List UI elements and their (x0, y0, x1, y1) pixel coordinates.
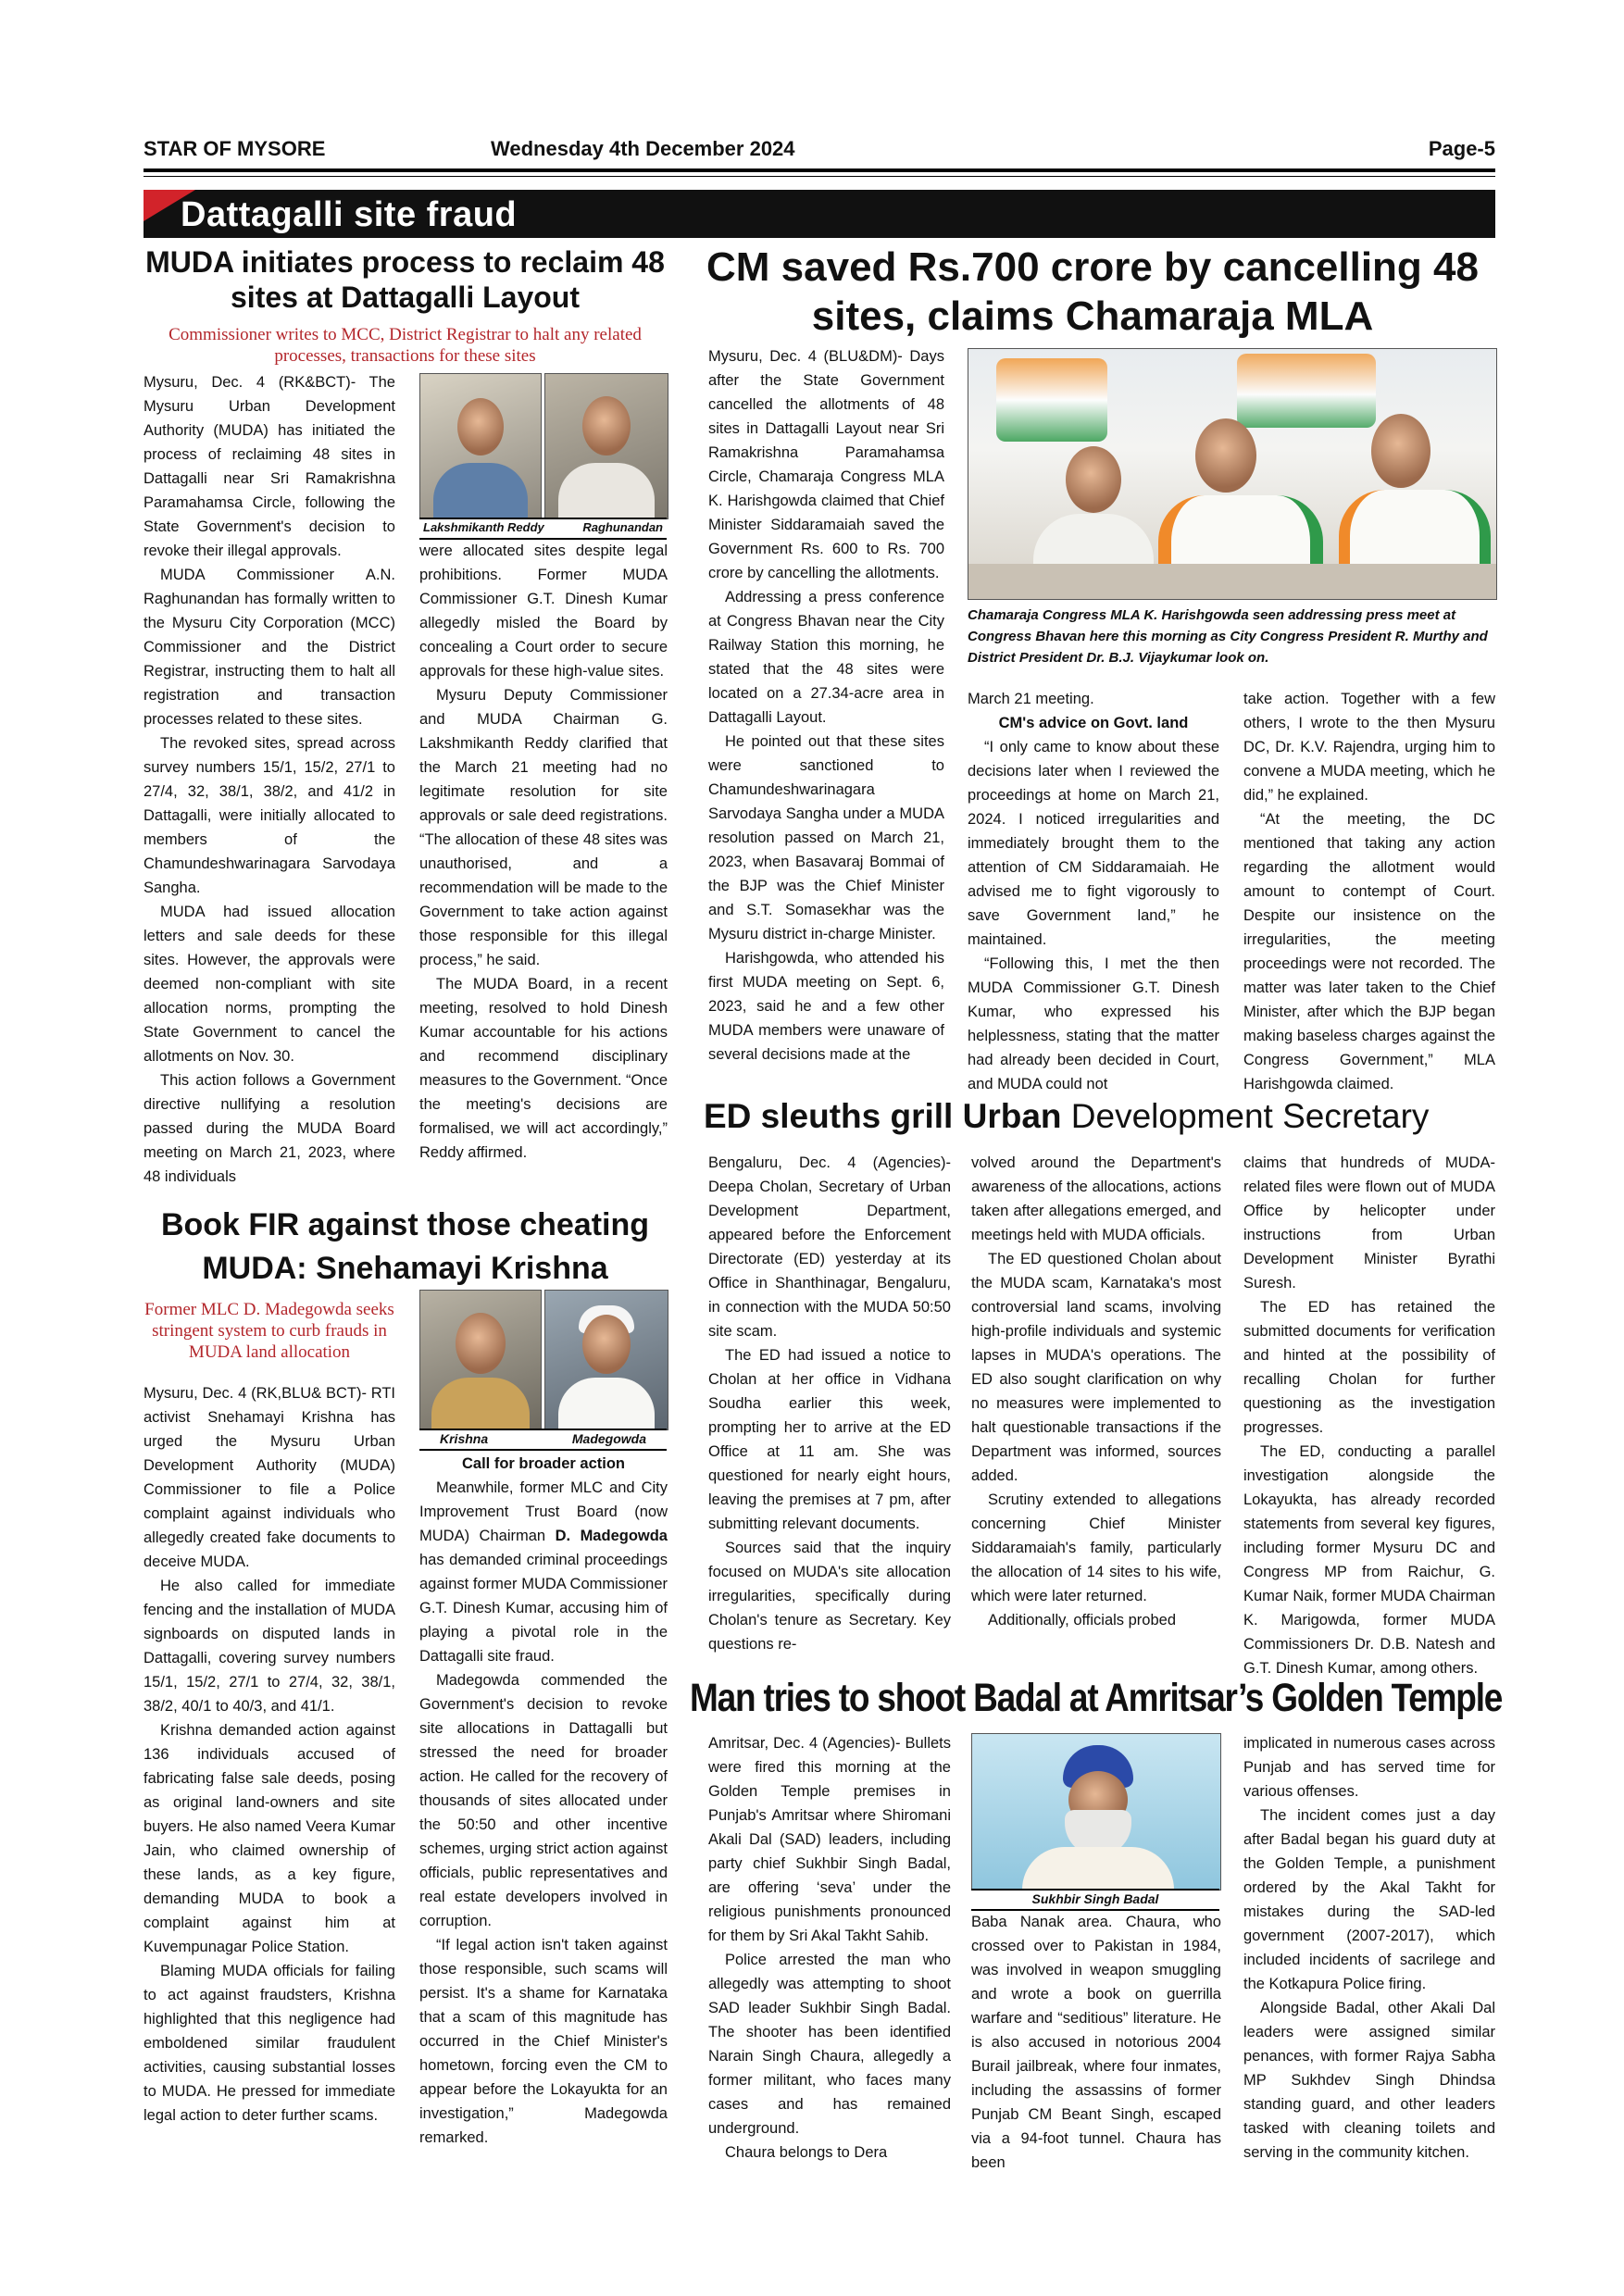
a2-c1-p3: He pointed out that these sites were sanctioned to Chamundeshwarinagara Sarvodaya Sangha under a MUDA resolution passed on March 21, 2023, when Basavaraj Bommai of the BJP was the Chief Minister and S.T. Somasekhar was the Mysuru district in-charge Minister. (708, 733, 944, 942)
a5-c1-p3: Chaura belongs to Dera (725, 2144, 888, 2161)
a5-c2-p1: Baba Nanak area. Chaura, who crossed over to Pakistan in 1984, was involved in weapon smuggling and wrote a book on guerrilla warfare and “seditious” literature. He is also accused in notorious 2004 Burail jailbreak, where four inmates, including the assassins of former Punjab CM Beant Singh, escaped via a 94-foot tunnel. Chaura has been (971, 1914, 1221, 2171)
a1-photo-lakshmikanth (419, 373, 542, 519)
a1-photo-caption (419, 518, 667, 540)
a5-column-2 (971, 1910, 1221, 2197)
a2-c3-p1: take action. Together with a few others, I wrote to the then Mysuru DC, Dr. K.V. Rajendra, urging him to convene a MUDA meeting, which he did,” he explained. (1243, 691, 1495, 804)
a2-c3-p2: “At the meeting, the DC mentioned that taking any action regarding the allotment would amount to contempt of Court. Despite our insistence on the irregularities, the meeting proceedings were not recorded. The matter was later taken to the Chief Minister, after which the BJP began making baseless charges against the Congress Government,” MLA Harishgowda claimed. (1243, 811, 1495, 1092)
a4-c2-lead: Meanwhile, former MLC and City Improvement Trust Board (now MUDA) Chairman (419, 1479, 668, 1544)
masthead (144, 137, 1495, 167)
a4-c1-p4: Blaming MUDA officials for failing to act against fraudsters, Krishna highlighted that this negligence had emboldened similar fraudulent activities, causing substantial losses to MUDA. He pressed for immediate legal action to deter further scams. (144, 1963, 395, 2124)
a3-headline-bold: ED sleuths grill Urban (704, 1097, 1062, 1135)
a3-c3-p2: The ED has retained the submitted documents for verification and hinted at the possibility of recalling Cholan for further questioning as the investigation progresses. (1243, 1299, 1495, 1436)
a1-c2-p3: The MUDA Board, in a recent meeting, resolved to hold Dinesh Kumar accountable for his actions and recommend disciplinary measures to the Government. “Once the meeting's decisions are formalised, we will act accordingly,” Reddy affirmed. (419, 976, 668, 1161)
a1-c2-p2: Mysuru Deputy Commissioner and MUDA Chairman G. Lakshmikanth Reddy clarified that the March 21 meeting had no legitimate resolution for site approvals or sale deed registrations. “The allocation of these 48 sites was unauthorised, and a recommendation will be made to the Government to take action against those responsible for this illegal process,” he said. (419, 687, 668, 968)
a2-c2-p2: “I only came to know about these decisions later when I reviewed the proceedings at home on March 21, 2024. I noticed irregularities and immediately brought them to the attention of CM Siddaramaiah. He advised me to fight vigorously to save Government land,” he maintained. (968, 739, 1219, 948)
a3-c3-p3: The ED, conducting a parallel investigation alongside the Lokayukta, has already recorded statements from several key figures, including former Mysuru DC and Congress MP from Raichur, G. Kumar Naik, former MUDA Chairman K. Marigowda, former MUDA Commissioners Dr. D.B. Natesh and G.T. Dinesh Kumar, among others. (1243, 1443, 1495, 1677)
a1-kicker: Commissioner writes to MCC, District Registrar to halt any related processes, transactions for these sites (169, 325, 642, 367)
a5-photo-badal (971, 1733, 1221, 1890)
a4-column-2 (419, 1452, 668, 2192)
a1-c1-p3: The revoked sites, spread across survey numbers 15/1, 15/2, 27/1 to 27/4, 32, 38/1, 38/2, and 41/2 in Dattagalli, were initially allocated to members of the Chamundeshwarinagara Sarvodaya Sangha. (144, 735, 395, 896)
a3-c2-p2: The ED questioned Cholan about the MUDA scam, Karnataka's most controversial land scams, involving high-profile individuals and systemic lapses in MUDA's operations. The ED also sought clarification on why no measures were implemented to halt questionable transactions if the Department was informed, sources added. (971, 1251, 1221, 1484)
a3-c2-p4: Additionally, officials probed (988, 1612, 1177, 1628)
a2-column-3 (1243, 687, 1495, 1094)
a4-column-1 (144, 1381, 395, 2191)
a4-photo-caption (419, 1429, 667, 1451)
a2-subhead: CM's advice on Govt. land (998, 715, 1189, 731)
a4-c2-lead-name: D. Madegowda (555, 1528, 668, 1544)
a4-photo-krishna (419, 1290, 542, 1430)
a4-photo-block (419, 1290, 668, 1449)
a3-c1-p1: Bengaluru, Dec. 4 (Agencies)- Deepa Cholan, Secretary of Urban Development Department, appeared before the Enforcement Directorate (ED) yesterday at its Office in Shanthinagar, Bengaluru, in connection with the MUDA 50:50 site scam. (708, 1154, 951, 1340)
a1-caption-2: Raghunandan (582, 520, 663, 534)
a5-column-3 (1243, 1731, 1495, 2194)
a5-photo-caption: Sukhbir Singh Badal (971, 1889, 1219, 1911)
masthead-rule (144, 168, 1495, 172)
a3-c1-p2: The ED had issued a notice to Cholan at her office in Vidhana Soudha earlier this week, prompting her to arrive at the ED Office at 11 am. She was questioned for nearly eight hours, leaving the premises at 7 pm, after submitting relevant documents. (708, 1347, 951, 1532)
a1-caption-1: Lakshmikanth Reddy (423, 520, 544, 534)
section-banner (144, 190, 1495, 238)
a4-c1-p1: Mysuru, Dec. 4 (RK,BLU& BCT)- RTI activist Snehamayi Krishna has urged the Mysuru Urban Development Authority (MUDA) Commissioner to file a Police complaint against individuals who allegedly created fake documents to deceive MUDA. (144, 1385, 395, 1570)
issue-date: Wednesday 4th December 2024 (491, 137, 795, 160)
a4-c2-lead-rest: has demanded criminal proceedings against former MUDA Commissioner G.T. Dinesh Kumar, accusing him of playing a pivotal role in the Dattagalli site fraud. (419, 1552, 668, 1665)
a2-column-1 (708, 344, 944, 1192)
a2-c1-p1: Mysuru, Dec. 4 (BLU&DM)- Days after the State Government cancelled the allotments of 48 sites in Dattagalli Layout near Sri Ramakrishna Paramahamsa Circle, Chamaraja Congress MLA K. Harishgowda claimed that Chief Minister Siddaramaiah saved the Government Rs. 600 to Rs. 700 crore by cancelling the allotments. (708, 348, 944, 581)
a2-column-2 (968, 687, 1219, 1094)
a3-c2-p1: volved around the Department's awareness of the allocations, actions taken after allegations emerged, and meetings held with MUDA officials. (971, 1154, 1221, 1243)
a5-headline: Man tries to shoot Badal at Amritsar’s Golden Temple (690, 1676, 1503, 1720)
a3-c2-p3: Scrutiny extended to allegations concerning Chief Minister Siddaramaiah's family, particularly the allocation of 14 sites to his wife, which were later returned. (971, 1491, 1221, 1604)
a5-c3-p3: Alongside Badal, other Akali Dal leaders were assigned similar penances, with former Rajya Sabha MP Sukhdev Singh Dhindsa standing guard, and other leaders tasked with cleaning toilets and serving in the community kitchen. (1243, 2000, 1495, 2161)
a4-caption-1: Krishna (440, 1431, 489, 1446)
a2-c1-p2: Addressing a press conference at Congress Bhavan near the City Railway Station this morning, he stated that the 48 sites were located on a 27.34-acre area in Dattagalli Layout. (708, 589, 944, 726)
a1-photo-raghunandan (544, 373, 668, 519)
a4-c1-p2: He also called for immediate fencing and the installation of MUDA signboards on disputed lands in Dattagalli, covering survey numbers 15/1, 15/2, 27/1 to 27/4, 32, 38/1, 38/2, 40/1 to 40/3, and 41/1. (144, 1578, 395, 1715)
a5-c1-p1: Amritsar, Dec. 4 (Agencies)- Bullets were fired this morning at the Golden Temple premises in Punjab's Amritsar where Shiromani Akali Dal (SAD) leaders, including party chief Sukhbir Singh Badal, are offering ‘seva’ under the religious punishments pronounced for them by Sri Akal Takht Sahib. (708, 1735, 951, 1944)
a5-column-1 (708, 1731, 951, 2194)
page-number: Page-5 (1428, 137, 1495, 160)
a3-c1-p3: Sources said that the inquiry focused on MUDA's site allocation irregularities, specifically during Cholan's tenure as Secretary. Key questions re- (708, 1540, 951, 1653)
a2-headline: CM saved Rs.700 crore by cancelling 48 sites, claims Chamaraja MLA (706, 244, 1479, 339)
a5-c1-p2: Police arrested the man who allegedly was attempting to shoot SAD leader Sukhbir Singh Badal. The shooter has been identified Narain Singh Chaura, allegedly a former militant, who faces many cases and has remained underground. (708, 1952, 951, 2137)
a1-c1-p1: Mysuru, Dec. 4 (RK&BCT)- The Mysuru Urban Development Authority (MUDA) has initiated the process of reclaiming 48 sites in Dattagalli near Sri Ramakrishna Paramahamsa Circle, following the State Government's decision to revoke their illegal approvals. (144, 374, 395, 559)
a2-c2-p1: March 21 meeting. (968, 691, 1094, 707)
a1-c1-p5: This action follows a Government directive nullifying a resolution passed during the MUDA Board meeting on March 21, 2023, where 48 individuals (144, 1072, 395, 1185)
a4-c2-p3: “If legal action isn't taken against those responsible, such scams will persist. It's a shame for Karnataka that a scam of this magnitude has occurred in the Chief Minister's hometown, forcing even the CM to appear before the Lokayukta for an investigation,” Madegowda remarked. (419, 1937, 668, 2146)
a1-c1-p4: MUDA had issued allocation letters and sale deeds for these sites. However, the approvals were deemed non-compliant with site allocation norms, prompting the State Government to cancel the allotments on Nov. 30. (144, 904, 395, 1065)
a5-c3-p2: The incident comes just a day after Badal began his guard duty at the Golden Temple, a punishment ordered by the Akal Takht for mistakes during the SAD-led government (2007-2017), which included incidents of sacrilege and the Kotkapura Police firing. (1243, 1807, 1495, 1992)
a3-column-1 (708, 1151, 951, 1683)
a3-headline-rest: Development Secretary (1061, 1097, 1430, 1135)
a3-column-3 (1243, 1151, 1495, 1683)
a1-c1-p2: MUDA Commissioner A.N. Raghunandan has formally written to the Mysuru City Corporation (MCC) Commissioner and the District Registrar, instructing them to halt all registration and transaction processes related to these sites. (144, 567, 395, 728)
a4-photo-madegowda (544, 1290, 668, 1430)
paper-name: STAR OF MYSORE (144, 137, 326, 160)
a2-press-meet-photo (968, 348, 1497, 600)
a3-c3-p1: claims that hundreds of MUDA-related files were flown out of MUDA Office by helicopter under instructions from Urban Development Minister Byrathi Suresh. (1243, 1154, 1495, 1292)
a2-c2-p3: “Following this, I met the then MUDA Commissioner G.T. Dinesh Kumar, who expressed his helplessness, stating that the matter had already been decided in Court, and MUDA could not (968, 955, 1219, 1092)
a4-subhead: Call for broader action (461, 1455, 626, 1472)
masthead-rule-thin (144, 176, 1495, 177)
a1-photo-block (419, 373, 668, 538)
a4-headline: Book FIR against those cheating MUDA: Snehamayi Krishna (160, 1207, 650, 1286)
a1-headline: MUDA initiates process to reclaim 48 sites at Dattagalli Layout (145, 245, 665, 315)
a2-photo-caption: Chamaraja Congress MLA K. Harishgowda seen addressing press meet at Congress Bhavan here this morning as City Congress President R. Murthy and District President Dr. B.J. Vijaykumar look on. (968, 605, 1495, 668)
a4-c2-p2: Madegowda commended the Government's decision to revoke site allocations in Dattagalli but stressed the need for broader action. He called for the recovery of thousands of sites allocated under the 50:50 and other incentive schemes, urging strict action against officials, public representatives and real estate developers involved in corruption. (419, 1672, 668, 1929)
a1-column-2 (419, 539, 668, 1196)
a4-caption-2: Madegowda (571, 1431, 646, 1446)
a4-kicker: Former MLC D. Madegowda seeks stringent system to curb frauds in MUDA land allocation (144, 1300, 394, 1362)
a4-c1-p3: Krishna demanded action against 136 individuals accused of fabricating false sale deeds, posing as original land-owners and site buyers. He also named Veera Kumar Jain, who claimed ownership of these lands, as a key figure, demanding MUDA to book a complaint against him at Kuvempunagar Police Station. (144, 1722, 395, 1955)
a2-c1-p4: Harishgowda, who attended his first MUDA meeting on Sept. 6, 2023, said he and a few other MUDA members were unaware of several decisions made at the (708, 950, 944, 1063)
a5-c3-p1: implicated in numerous cases across Punjab and has served time for various offenses. (1243, 1735, 1495, 1800)
a1-c2-p1: were allocated sites despite legal prohibitions. Former MUDA Commissioner G.T. Dinesh Kumar allegedly misled the Board by concealing a Court order to secure approvals for these high-value sites. (419, 543, 668, 680)
a1-column-1 (144, 370, 395, 1194)
banner-title: Dattagalli site fraud (181, 195, 518, 234)
a3-column-2 (971, 1151, 1221, 1683)
a3-headline (704, 1097, 1500, 1143)
